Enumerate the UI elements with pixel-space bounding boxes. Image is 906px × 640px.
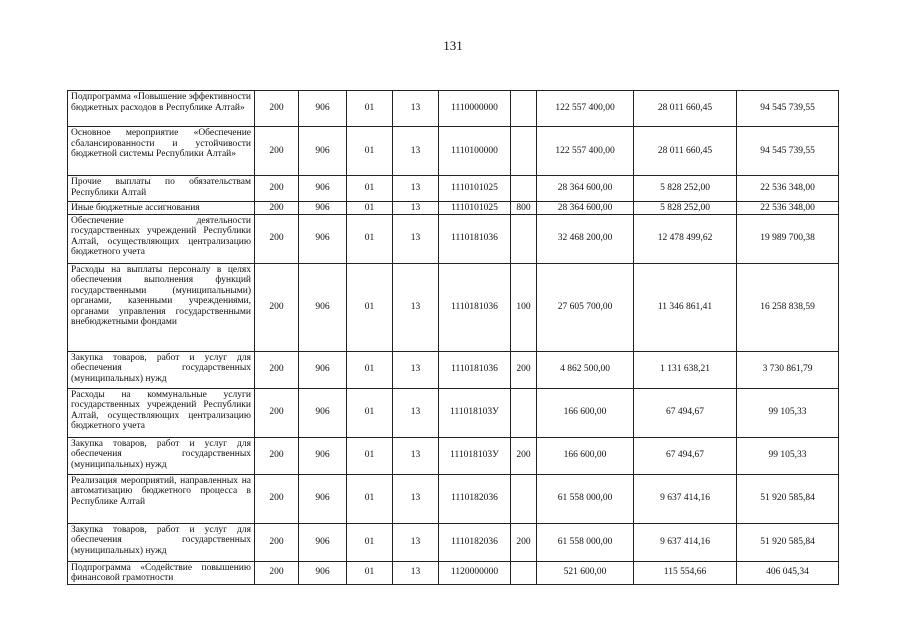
row-name-cell: Закупка товаров, работ и услуг для обеспечения государственных (муниципальных) нужд <box>68 437 255 474</box>
row-name-cell: Расходы на выплаты персоналу в целях обеспечения выполнения функций государственными (муниципальными) органами, казенными учреждениями, органами управления государственными внебюджетными фондами <box>68 263 255 351</box>
subsection-cell: 13 <box>393 263 439 351</box>
section-cell: 01 <box>347 437 393 474</box>
expense-type-cell: 200 <box>511 437 537 474</box>
ministry-code-cell: 906 <box>299 91 347 127</box>
code-cell: 200 <box>255 214 299 263</box>
approved-amount-cell: 4 862 500,00 <box>537 351 634 388</box>
target-article-cell: 111018103У <box>439 388 511 437</box>
approved-amount-cell: 166 600,00 <box>537 388 634 437</box>
target-article-cell: 1110181036 <box>439 263 511 351</box>
code-cell: 200 <box>255 437 299 474</box>
ministry-code-cell: 906 <box>299 561 347 584</box>
table-row <box>68 127 839 176</box>
subsection-cell: 13 <box>393 214 439 263</box>
code-cell: 200 <box>255 561 299 584</box>
section-cell: 01 <box>347 202 393 215</box>
code-cell: 200 <box>255 523 299 561</box>
subsection-cell: 13 <box>393 91 439 127</box>
remaining-amount-cell: 99 105,33 <box>737 437 839 474</box>
ministry-code-cell: 906 <box>299 474 347 523</box>
expense-type-cell: 200 <box>511 523 537 561</box>
expense-type-cell <box>511 561 537 584</box>
executed-amount-cell: 67 494,67 <box>634 388 737 437</box>
section-cell: 01 <box>347 214 393 263</box>
table-row <box>68 202 839 215</box>
code-cell: 200 <box>255 388 299 437</box>
table-row <box>68 263 839 351</box>
target-article-cell: 1120000000 <box>439 561 511 584</box>
subsection-cell: 13 <box>393 474 439 523</box>
row-name-cell: Реализация мероприятий, направленных на автоматизацию бюджетного процесса в Республике Алтай <box>68 474 255 523</box>
code-cell: 200 <box>255 127 299 176</box>
remaining-amount-cell: 19 989 700,38 <box>737 214 839 263</box>
ministry-code-cell: 906 <box>299 437 347 474</box>
approved-amount-cell: 27 605 700,00 <box>537 263 634 351</box>
row-name-cell: Основное мероприятие «Обеспечение сбалансированности и устойчивости бюджетной системы Республики Алтай» <box>68 127 255 176</box>
expense-type-cell: 100 <box>511 263 537 351</box>
ministry-code-cell: 906 <box>299 214 347 263</box>
section-cell: 01 <box>347 127 393 176</box>
section-cell: 01 <box>347 523 393 561</box>
table-row <box>68 523 839 561</box>
ministry-code-cell: 906 <box>299 176 347 202</box>
row-name-cell: Иные бюджетные ассигнования <box>68 202 255 215</box>
remaining-amount-cell: 22 536 348,00 <box>737 202 839 215</box>
expense-type-cell <box>511 127 537 176</box>
executed-amount-cell: 115 554,66 <box>634 561 737 584</box>
ministry-code-cell: 906 <box>299 202 347 215</box>
table-row <box>68 561 839 584</box>
row-name-cell: Подпрограмма «Содействие повышению финансовой грамотности <box>68 561 255 584</box>
remaining-amount-cell: 406 045,34 <box>737 561 839 584</box>
remaining-amount-cell: 99 105,33 <box>737 388 839 437</box>
row-name-cell: Прочие выплаты по обязательствам Республики Алтай <box>68 176 255 202</box>
row-name-cell: Подпрограмма «Повышение эффективности бюджетных расходов в Республике Алтай» <box>68 91 255 127</box>
approved-amount-cell: 28 364 600,00 <box>537 176 634 202</box>
executed-amount-cell: 1 131 638,21 <box>634 351 737 388</box>
table-row <box>68 176 839 202</box>
table-row <box>68 214 839 263</box>
subsection-cell: 13 <box>393 561 439 584</box>
executed-amount-cell: 11 346 861,41 <box>634 263 737 351</box>
code-cell: 200 <box>255 263 299 351</box>
executed-amount-cell: 28 011 660,45 <box>634 127 737 176</box>
table-row <box>68 437 839 474</box>
ministry-code-cell: 906 <box>299 523 347 561</box>
remaining-amount-cell: 16 258 838,59 <box>737 263 839 351</box>
section-cell: 01 <box>347 91 393 127</box>
row-name-cell: Закупка товаров, работ и услуг для обеспечения государственных (муниципальных) нужд <box>68 351 255 388</box>
ministry-code-cell: 906 <box>299 388 347 437</box>
remaining-amount-cell: 94 545 739,55 <box>737 91 839 127</box>
target-article-cell: 1110181036 <box>439 351 511 388</box>
budget-table <box>67 90 839 585</box>
target-article-cell: 1110182036 <box>439 474 511 523</box>
remaining-amount-cell: 51 920 585,84 <box>737 474 839 523</box>
expense-type-cell <box>511 176 537 202</box>
subsection-cell: 13 <box>393 437 439 474</box>
table-row <box>68 91 839 127</box>
target-article-cell: 1110101025 <box>439 202 511 215</box>
remaining-amount-cell: 94 545 739,55 <box>737 127 839 176</box>
page-number: 131 <box>443 38 463 53</box>
subsection-cell: 13 <box>393 127 439 176</box>
section-cell: 01 <box>347 474 393 523</box>
approved-amount-cell: 122 557 400,00 <box>537 127 634 176</box>
executed-amount-cell: 5 828 252,00 <box>634 202 737 215</box>
target-article-cell: 1110181036 <box>439 214 511 263</box>
section-cell: 01 <box>347 561 393 584</box>
subsection-cell: 13 <box>393 176 439 202</box>
expense-type-cell: 200 <box>511 351 537 388</box>
table-row <box>68 388 839 437</box>
target-article-cell: 1110182036 <box>439 523 511 561</box>
executed-amount-cell: 67 494,67 <box>634 437 737 474</box>
approved-amount-cell: 32 468 200,00 <box>537 214 634 263</box>
expense-type-cell <box>511 474 537 523</box>
table-row <box>68 351 839 388</box>
executed-amount-cell: 9 637 414,16 <box>634 523 737 561</box>
ministry-code-cell: 906 <box>299 127 347 176</box>
section-cell: 01 <box>347 176 393 202</box>
row-name-cell: Закупка товаров, работ и услуг для обеспечения государственных (муниципальных) нужд <box>68 523 255 561</box>
target-article-cell: 1110000000 <box>439 91 511 127</box>
target-article-cell: 1110101025 <box>439 176 511 202</box>
executed-amount-cell: 28 011 660,45 <box>634 91 737 127</box>
remaining-amount-cell: 51 920 585,84 <box>737 523 839 561</box>
table-row <box>68 474 839 523</box>
subsection-cell: 13 <box>393 388 439 437</box>
approved-amount-cell: 28 364 600,00 <box>537 202 634 215</box>
code-cell: 200 <box>255 474 299 523</box>
approved-amount-cell: 122 557 400,00 <box>537 91 634 127</box>
remaining-amount-cell: 22 536 348,00 <box>737 176 839 202</box>
expense-type-cell <box>511 214 537 263</box>
remaining-amount-cell: 3 730 861,79 <box>737 351 839 388</box>
target-article-cell: 111018103У <box>439 437 511 474</box>
expense-type-cell <box>511 388 537 437</box>
approved-amount-cell: 166 600,00 <box>537 437 634 474</box>
approved-amount-cell: 61 558 000,00 <box>537 523 634 561</box>
ministry-code-cell: 906 <box>299 351 347 388</box>
approved-amount-cell: 61 558 000,00 <box>537 474 634 523</box>
expense-type-cell: 800 <box>511 202 537 215</box>
code-cell: 200 <box>255 351 299 388</box>
section-cell: 01 <box>347 388 393 437</box>
executed-amount-cell: 9 637 414,16 <box>634 474 737 523</box>
section-cell: 01 <box>347 351 393 388</box>
code-cell: 200 <box>255 91 299 127</box>
subsection-cell: 13 <box>393 202 439 215</box>
target-article-cell: 1110100000 <box>439 127 511 176</box>
approved-amount-cell: 521 600,00 <box>537 561 634 584</box>
subsection-cell: 13 <box>393 523 439 561</box>
row-name-cell: Обеспечение деятельности государственных учреждений Республики Алтай, осуществляющих централизацию бюджетного учета <box>68 214 255 263</box>
expense-type-cell <box>511 91 537 127</box>
ministry-code-cell: 906 <box>299 263 347 351</box>
executed-amount-cell: 5 828 252,00 <box>634 176 737 202</box>
code-cell: 200 <box>255 202 299 215</box>
subsection-cell: 13 <box>393 351 439 388</box>
section-cell: 01 <box>347 263 393 351</box>
row-name-cell: Расходы на коммунальные услуги государственных учреждений Республики Алтай, осуществляющих централизацию бюджетного учета <box>68 388 255 437</box>
code-cell: 200 <box>255 176 299 202</box>
executed-amount-cell: 12 478 499,62 <box>634 214 737 263</box>
